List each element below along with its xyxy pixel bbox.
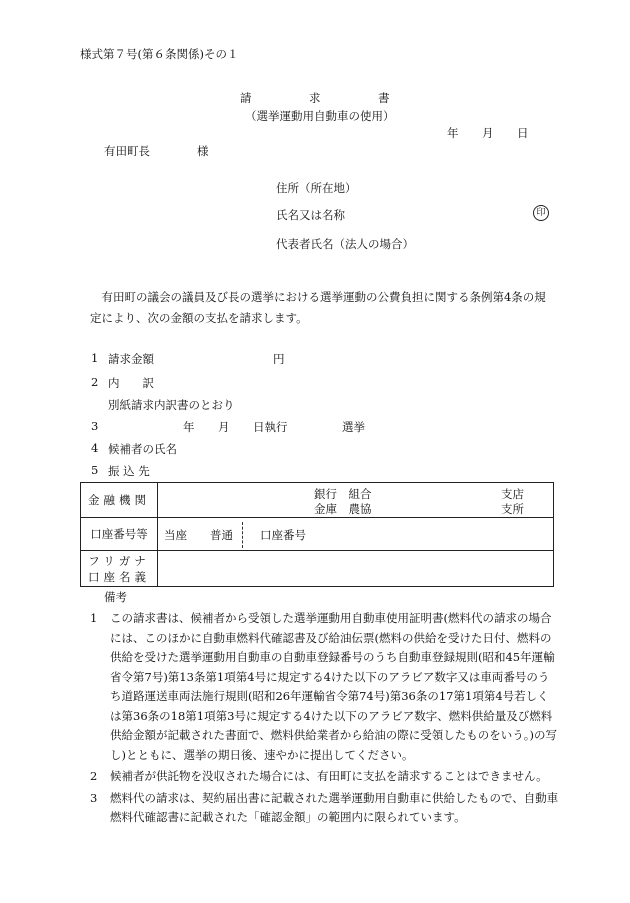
item-2-number: 2 bbox=[91, 375, 99, 389]
addressee-name: 有田町長 bbox=[104, 144, 150, 158]
note-2-text: 候補者が供託物を没収された場合には、有田町に支払を請求することはできません。 bbox=[110, 769, 548, 783]
date-day: 日 bbox=[517, 126, 529, 140]
address-label: 住所（所在地） bbox=[276, 181, 357, 195]
institution-header bbox=[81, 483, 158, 518]
bank-table bbox=[80, 482, 554, 587]
institution-label: 金融機関 bbox=[87, 493, 151, 507]
item-3-month: 月 bbox=[218, 420, 230, 434]
institution-cell[interactable] bbox=[158, 483, 554, 518]
account-type-futsu: 普通 bbox=[210, 527, 233, 542]
note-2-number: 2 bbox=[90, 769, 98, 783]
branch-kind-bottom: 支所 bbox=[501, 501, 524, 516]
account-header bbox=[81, 518, 158, 551]
date-month: 月 bbox=[482, 126, 494, 140]
bank-row-institution bbox=[81, 483, 554, 518]
item-1-unit: 円 bbox=[273, 352, 285, 366]
furigana-label: フリガナ bbox=[88, 553, 150, 568]
note-item-3 bbox=[90, 789, 560, 828]
account-divider bbox=[242, 522, 243, 548]
notes-heading: 備考 bbox=[104, 590, 127, 604]
form-number: 様式第７号(第６条関係)その１ bbox=[80, 47, 239, 61]
item-3-number: 3 bbox=[91, 419, 99, 433]
item-1-number: 1 bbox=[91, 351, 99, 365]
item-5-number: 5 bbox=[91, 463, 99, 477]
bank-kind-bottom: 金庫 農協 bbox=[314, 501, 372, 516]
note-item-1 bbox=[90, 609, 560, 765]
bank-row-holder bbox=[81, 551, 554, 587]
note-3-text: 燃料代の請求は、契約届出書に記載された選挙運動用自動車に供給したもので、自動車燃料代確認書に記載された「確認金額」の範囲内に限られています。 bbox=[110, 790, 559, 824]
name-label: 氏名又は名称 bbox=[276, 208, 345, 222]
note-3-number: 3 bbox=[90, 790, 98, 805]
bank-kind-top: 銀行 組合 bbox=[314, 486, 372, 501]
date-year: 年 bbox=[447, 126, 459, 140]
notes-list bbox=[90, 609, 560, 828]
item-5-label: 振 込 先 bbox=[108, 464, 150, 478]
seal-mark: 印 bbox=[533, 205, 549, 221]
intro-paragraph: 有田町の議会の議員及び長の選挙における選挙運動の公費負担に関する条例第4条の規定により、次の金額の支払を請求します。 bbox=[90, 290, 546, 325]
representative-label: 代表者氏名（法人の場合） bbox=[276, 237, 414, 251]
item-4-label: 候補者の氏名 bbox=[108, 442, 177, 456]
item-1-label: 請求金額 bbox=[108, 352, 154, 366]
note-1-text: この請求書は、候補者から受領した選挙運動用自動車使用証明書(燃料代の請求の場合には、このほかに自動車燃料代確認書及び給油伝票(燃料の供給を受けた日付、燃料の供給を受けた選挙運動用自動車の自動車登録番号のうち自動車登録規則(昭和45年運輸省令第7号)第13条第1項第4号に規定する4けた以下のアラビア数字又は車両番号のうち道路運送車両法施行規則(昭和26年運輸省令第74号)第36条の17第1項第4号若しくは第36条の18第1項第3号に規定する4けた以下のアラビア数字、燃料供給量及び燃料供給金額が記載された書面で、燃料供給業者から給油の際に受領したものをいう。)の写し)とともに、選挙の期日後、速やかに提出してください。 bbox=[110, 611, 558, 762]
account-label: 口座番号等 bbox=[90, 527, 148, 541]
holder-cell[interactable] bbox=[158, 551, 554, 587]
item-3-day: 日執行 bbox=[253, 420, 288, 434]
note-1-number: 1 bbox=[90, 611, 98, 625]
addressee-honorific: 様 bbox=[197, 144, 209, 158]
account-type-touza: 当座 bbox=[164, 527, 187, 542]
item-3-election: 選挙 bbox=[342, 420, 365, 434]
holder-header bbox=[81, 551, 158, 587]
branch-kind-top: 支店 bbox=[501, 486, 524, 501]
item-2-label: 内 訳 bbox=[108, 376, 154, 390]
item-4-number: 4 bbox=[91, 441, 99, 455]
account-number-label: 口座番号 bbox=[260, 527, 306, 542]
item-2-detail: 別紙請求内訳書のとおり bbox=[108, 398, 235, 412]
document-title: 請 求 書 bbox=[240, 91, 390, 105]
account-cell[interactable] bbox=[158, 518, 554, 551]
bank-row-account bbox=[81, 518, 554, 551]
holder-label: 口座名義 bbox=[87, 569, 151, 584]
document-subtitle: （選挙運動用自動車の使用） bbox=[245, 109, 395, 123]
item-3-year: 年 bbox=[183, 420, 195, 434]
note-item-2 bbox=[90, 767, 560, 787]
